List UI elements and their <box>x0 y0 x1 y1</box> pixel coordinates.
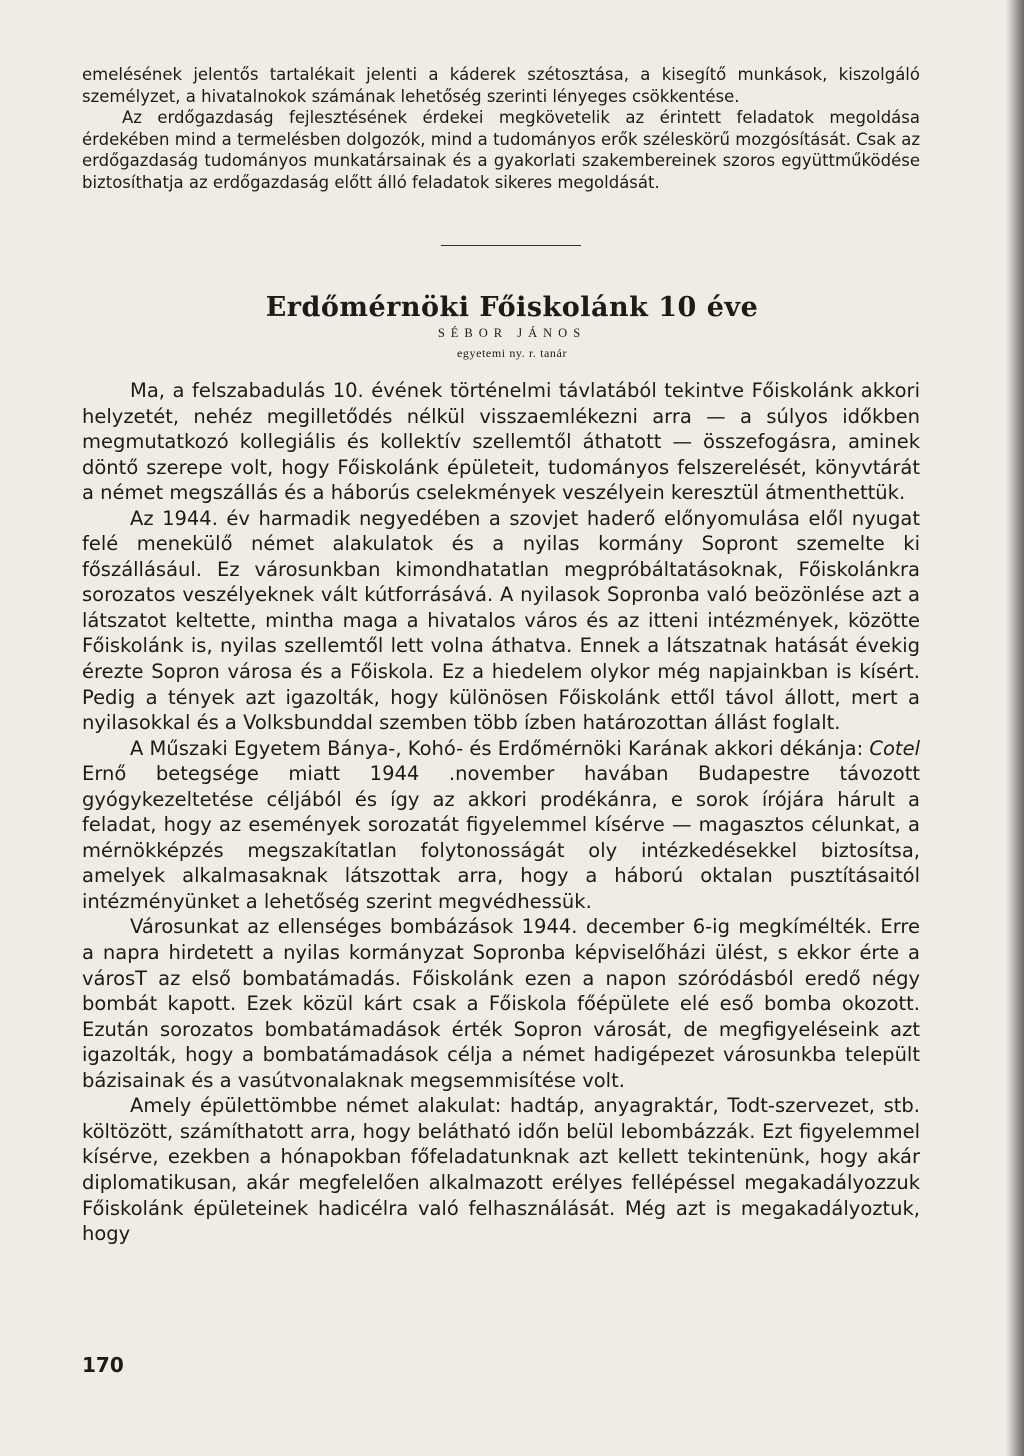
body-text-span: A Műszaki Egyetem Bánya-, Kohó- és Erdőmérnöki Karának akkori dékánja: <box>130 736 870 760</box>
person-name: Cotel <box>869 736 920 760</box>
intro-paragraph: Az erdőgazdaság fejlesztésének érdekei megkövetelik az érintett feladatok megoldása érdekében mind a termelésben dolgozók, mind a tudományos erők széleskörű mozgósítását. Csak az erdőgazdaság tudományos munkatársainak és a gyakorlati szakembereinek szoros együttműködése biztosíthatja az erdőgazdaság előtt álló feladatok sikeres megoldását. <box>82 108 920 192</box>
body-paragraph: Ma, a felszabadulás 10. évének történelmi távlatából tekintve Főiskolánk akkori helyzetét, nehéz megilletődés nélkül visszaemlékezni arra — a súlyos időkben megmutatkozó kollegiális és kollektív szellemtől áthatott — összefogásra, aminek döntő szerepe volt, hogy Főiskolánk épületeit, tudományos felszerelését, könyvtárát a német megszállás és a háborús cselekmények veszélyein keresztül átmenthettük. <box>82 379 920 505</box>
intro-paragraph: emelésének jelentős tartalékait jelenti a káderek szétosztása, a kisegítő munkások, kiszolgáló személyzet, a hivatalnokok számának lehetőség szerinti lényeges csökkentése. <box>82 65 920 106</box>
page-edge-shadow <box>1006 0 1024 1456</box>
body-text-span: Ernő betegsége miatt 1944 .november havában Budapestre távozott gyógykezeltetése céljából és így az akkori prodékánra, e sorok írójára hárult a feladat, hogy az események sorozatát figyelemmel kísérve — magasztos célunkat, a mérnökképzés megszakítatlan folytonosságát oly intézkedésekkel biztosítsa, amelyek alkalmasaknak látszottak arra, hogy a háború oktalan pusztításaitól intézményünket a lehetőség szerint megvédhessük. <box>82 762 920 913</box>
previous-article-ending <box>82 64 920 193</box>
body-paragraph <box>82 736 920 915</box>
author-title: egyetemi ny. r. tanár <box>456 346 568 360</box>
article-title: Erdőmérnöki Főiskolánk 10 éve <box>265 292 759 323</box>
body-paragraph: Amely épülettömbbe német alakulat: hadtáp, anyagraktár, Todt-szervezet, stb. költözött, számíthatott arra, hogy belátható időn belül lebombázzák. Ezt figyelemmel kísérve, ezekben a hónapokban főfeladatunknak azt kellett tekintenünk, hogy akár diplomatikusan, akár megfelelően alkalmazott erélyes fellépéssel megakadályozzuk Főiskolánk épületeinek hadicélra való felhasználását. Még azt is megakadályoztuk, hogy <box>82 1094 920 1246</box>
article-body <box>82 378 920 1247</box>
section-divider <box>441 245 581 246</box>
page-number: 170 <box>82 1353 124 1377</box>
body-paragraph: Városunkat az ellenséges bombázások 1944. december 6-ig megkímélték. Erre a napra hirdetett a nyilas kormányzat Sopronba képviselőházi ülést, s ekkor érte a városT az első bombatámadás. Főiskolánk ezen a napon szóródásból eredő négy bombát kapott. Ezek közül kárt csak a Főiskola főépülete elé eső bomba okozott. Ezután sorozatos bombatámadások érték Sopron városát, de megfigyeléseink azt igazolták, hogy a bombatámadások célja a német hadigépezet városunkba települt bázisainak és a vasútvonalaknak megsemmisítése volt. <box>82 915 920 1092</box>
article-author: SÉBOR JÁNOS <box>437 326 587 340</box>
body-paragraph: Az 1944. év harmadik negyedében a szovjet haderő előnyomulása elől nyugat felé menekülő német alakulatok és a nyilas kormány Sopront szemelte ki főszállásául. Ez városunkban kimondhatatlan megpróbáltatásoknak, Főiskolánkra sorozatos veszélyeknek vált kútforrásává. A nyilasok Sopronba való beözönlése azt a látszatot keltette, mintha maga a hivatalos város és az itteni intézmények, közötte Főiskolánk is, nyilas szellemtől lett volna áthatva. Ennek a látszatnak hatását évekig érezte Sopron városa és a Főiskola. Ez a hiedelem olykor még napjainkban is kísért. Pedig a tények azt igazolták, hogy különösen Főiskolánk ettől távol állott, mert a nyilasokkal és a Volksbunddal szemben több ízben határozottan állást foglalt. <box>82 506 920 735</box>
